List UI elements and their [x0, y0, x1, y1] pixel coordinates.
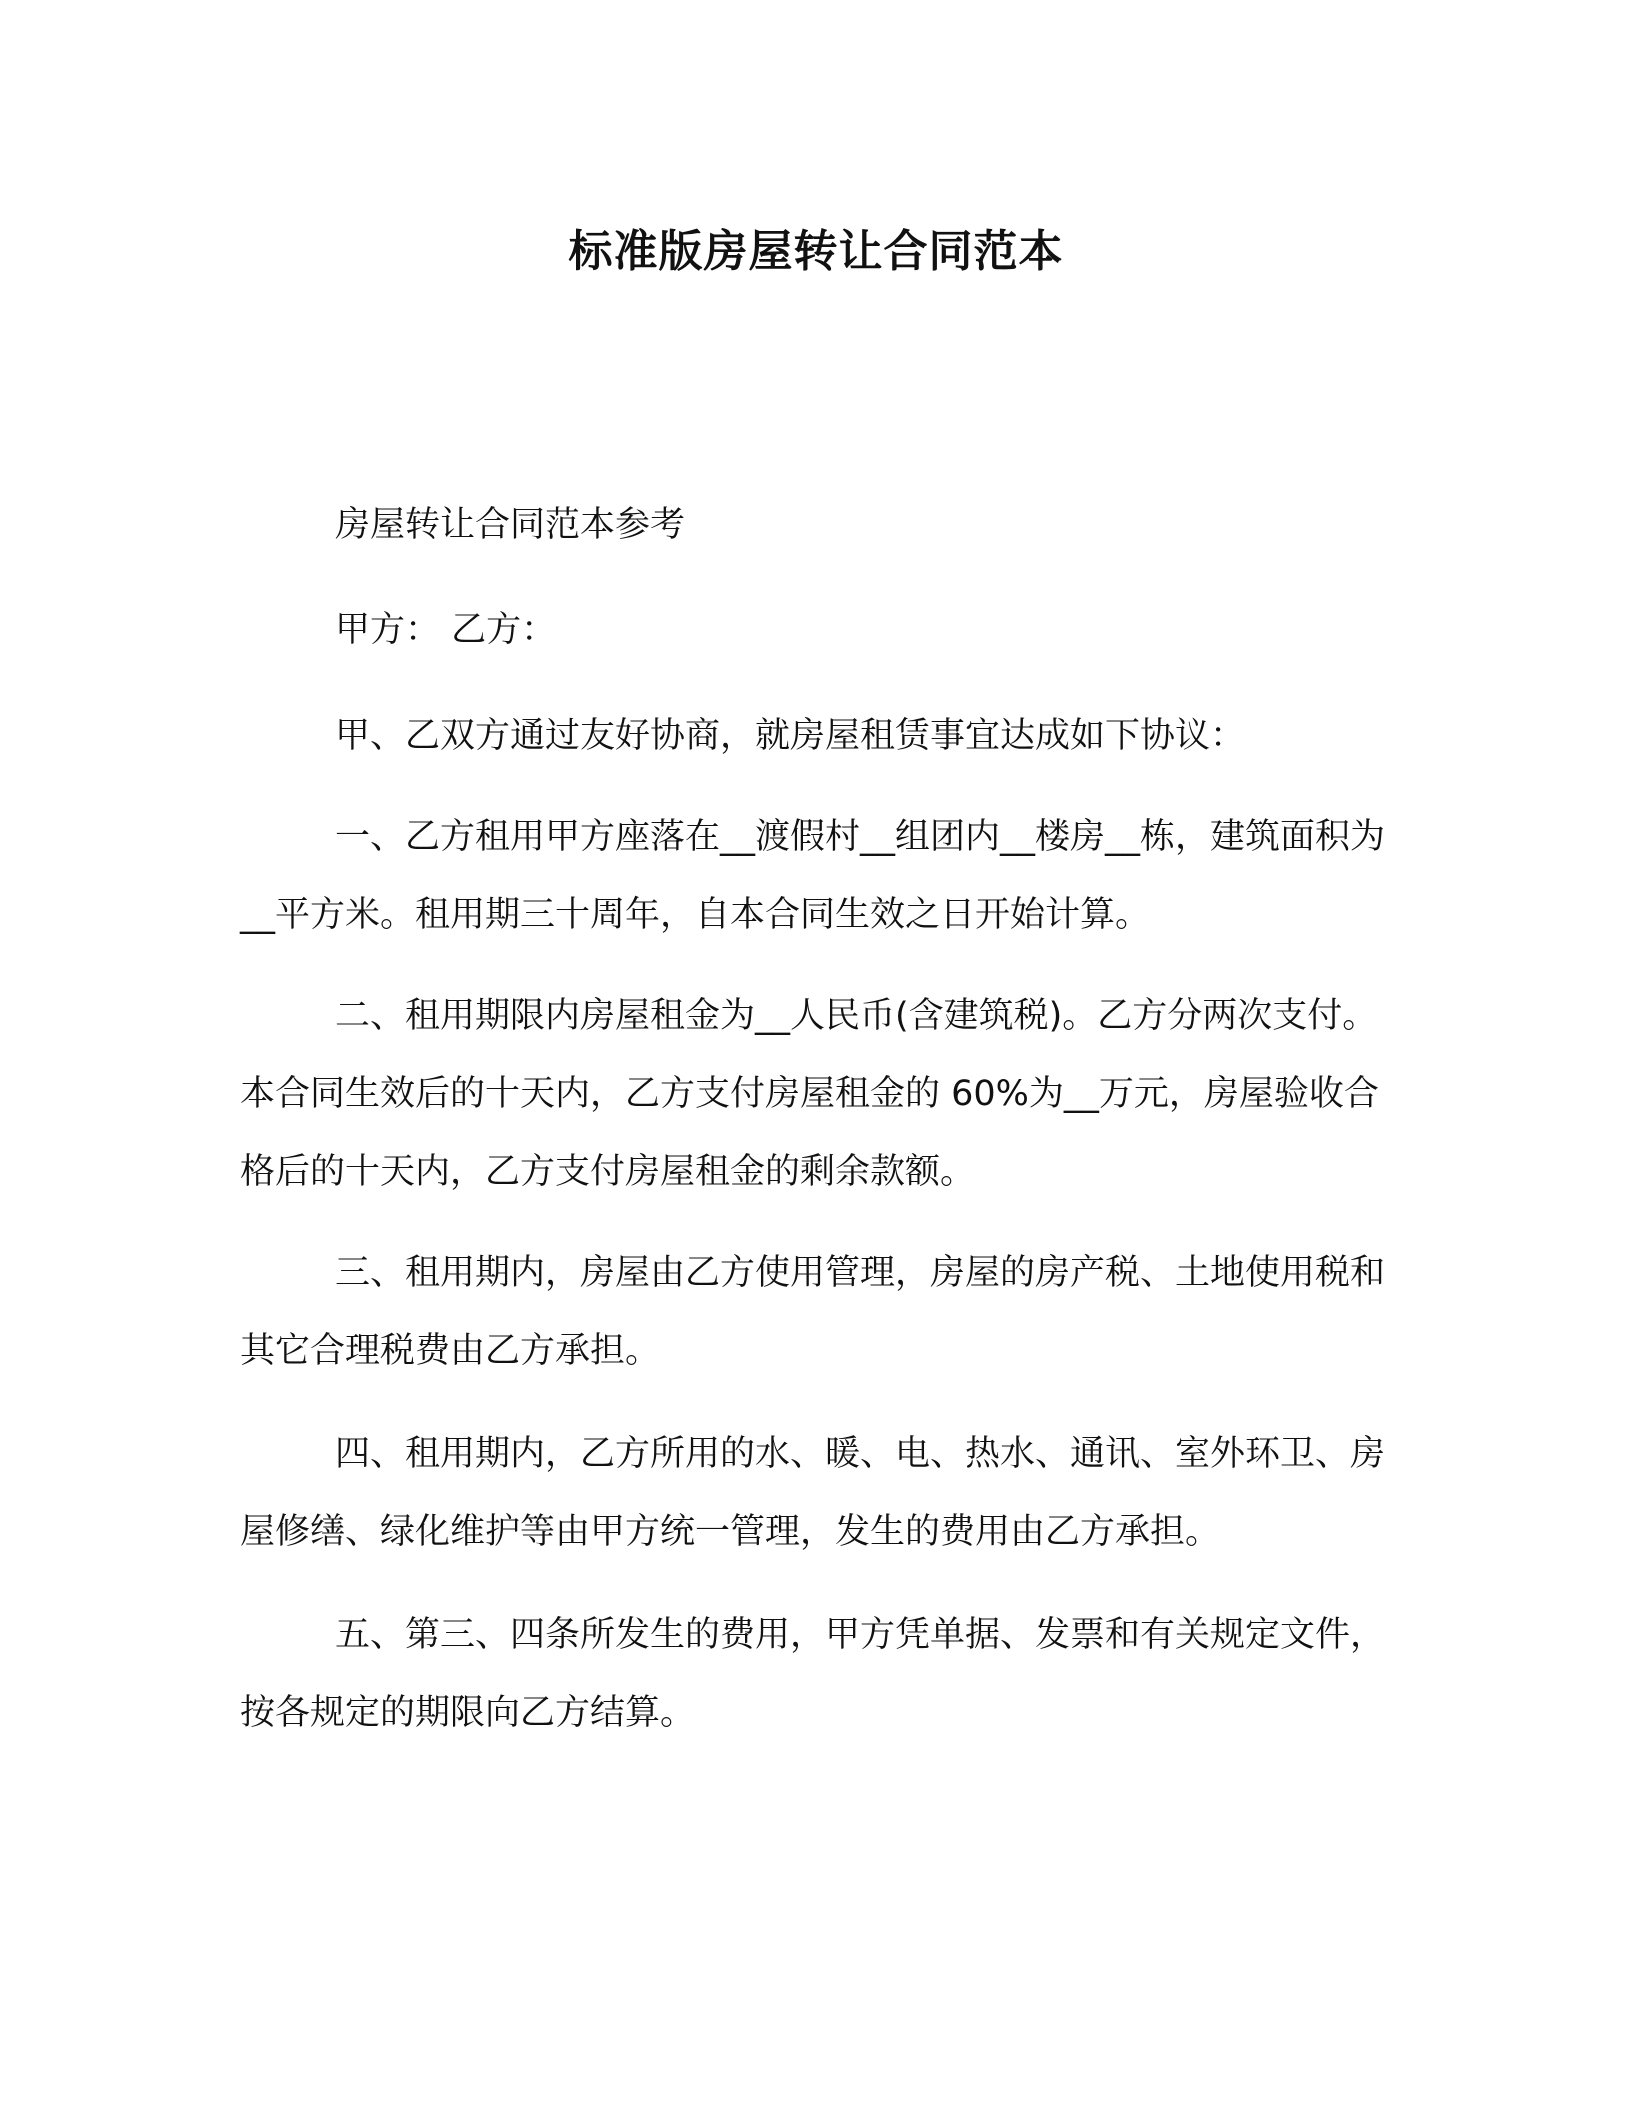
clause-5 [240, 1596, 1388, 1752]
subtitle-text: 房屋转让合同范本参考 [335, 505, 686, 545]
clause-3-text: 三、租用期内，房屋由乙方使用管理，房屋的房产税、土地使用税和其它合理税费由乙方承担。 [240, 1253, 1386, 1371]
document-title: 标准版房屋转让合同范本 [568, 226, 1064, 277]
clause-4-text: 四、租用期内，乙方所用的水、暖、电、热水、通讯、室外环卫、房屋修缮、绿化维护等由甲方统一管理，发生的费用由乙方承担。 [240, 1434, 1386, 1552]
intro-paragraph [240, 697, 1388, 775]
parties-line [240, 591, 1388, 669]
intro-text: 甲、乙双方通过友好协商，就房屋租赁事宜达成如下协议： [335, 716, 1246, 756]
clause-1 [240, 798, 1388, 954]
document-subtitle [240, 486, 1388, 564]
clause-2-text: 二、租用期限内房屋租金为__人民币(含建筑税)。乙方分两次支付。本合同生效后的十天内，乙方支付房屋租金的 60%为__万元，房屋验收合格后的十天内，乙方支付房屋租金的剩余款额。 [240, 996, 1379, 1192]
clause-4 [240, 1415, 1388, 1571]
parties-text: 甲方： 乙方： [335, 610, 557, 650]
clause-5-text: 五、第三、四条所发生的费用，甲方凭单据、发票和有关规定文件，按各规定的期限向乙方结算。 [240, 1615, 1386, 1733]
clause-1-text: 一、乙方租用甲方座落在__渡假村__组团内__楼房__栋，建筑面积为__平方米。租用期三十周年，自本合同生效之日开始计算。 [240, 817, 1386, 935]
clause-3 [240, 1234, 1388, 1390]
clause-2 [240, 977, 1388, 1211]
